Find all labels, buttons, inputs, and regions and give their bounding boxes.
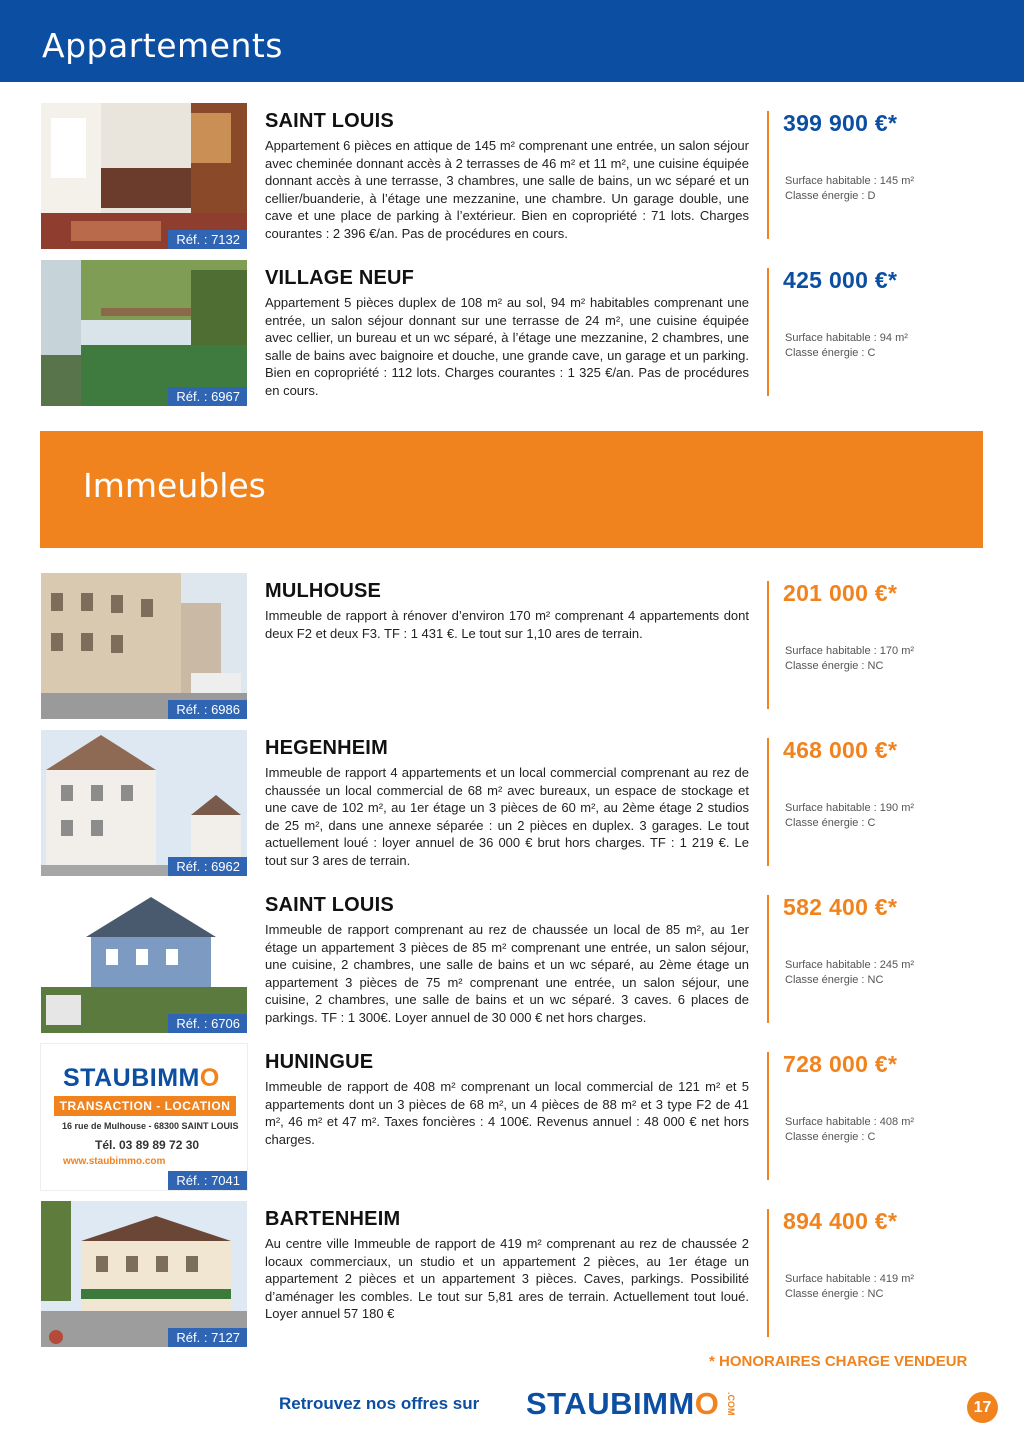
energy-label: Classe énergie : NC xyxy=(785,660,884,672)
listing-specs xyxy=(785,1115,914,1145)
divider xyxy=(767,111,769,239)
listing-city: SAINT LOUIS xyxy=(265,110,394,132)
listing-description: Appartement 5 pièces duplex de 108 m² au sol, 94 m² habitables comprenant une entrée, un salon séjour donnant sur une terrasse de 24 m², une cuisine équipée avec cellier, un bureau et un wc séparé, à l’étage une mezzanine, 2 chambres, une salle de bains avec baignoire et douche, une grande cave, un garage et un parking. Bien en copropriété : 112 lots. Charges courantes : 1 325 €/an. Pas de procédures en cours. xyxy=(265,295,749,398)
energy-label: Classe énergie : C xyxy=(785,1131,876,1143)
divider xyxy=(767,581,769,709)
section-header-buildings xyxy=(40,431,983,548)
listing-card[interactable] xyxy=(40,730,985,876)
listing-card[interactable] xyxy=(40,887,985,1033)
listing-description: Immeuble de rapport 4 appartements et un local commercial comprenant au rez de chaussée un local commercial de 68 m² avec bureaux, un espace de stockage et une cave de 102 m², au 1er étage un 3 pièces de 60 m², au 2ème étage 2 studios de 25 m², dans une annexe séparée : un 2 pièces en duplex. 3 garages. Le tout actuellement loué : loyer annuel de 36 000 € brut hors charges. TF : 1 219 €. Le tout sur 3 ares de terrain. xyxy=(265,765,749,868)
reference-badge: Réf. : 6967 xyxy=(168,387,247,406)
footer-brand-com: .COM xyxy=(726,1392,736,1416)
agency-logo-tile[interactable] xyxy=(41,1044,247,1190)
agency-website: www.staubimmo.com xyxy=(63,1156,166,1167)
divider xyxy=(767,738,769,866)
listing-specs xyxy=(785,331,908,361)
listing-city: SAINT LOUIS xyxy=(265,894,394,916)
listing-specs xyxy=(785,644,914,674)
listing-card[interactable] xyxy=(40,1201,985,1347)
listing-city: VILLAGE NEUF xyxy=(265,267,415,289)
listing-specs xyxy=(785,174,914,204)
listing-description: Immeuble de rapport de 408 m² comprenant un local commercial de 121 m² et 5 appartements dont un 3 pièces de 68 m², un 4 pièces de 88 m² et 3 type F2 de 41 m², 46 m² et 47 m². Taxes foncières : 4 100€. Revenus annuel : 48 000 € net hors charges. xyxy=(265,1079,749,1147)
listing-description: Au centre ville Immeuble de rapport de 419 m² comprenant au rez de chaussée 2 locaux commerciaux, un studio et un appartement 2 pièces, au 1er étage un appartement 2 pièces et un appartement 3 pièces. Caves, parkings. Possibilité d’aménager les combles. Le tout sur 5,81 ares de terrain. Actuellement tout loué. Loyer annuel 57 180 € xyxy=(265,1236,749,1322)
listing-price: 399 900 €* xyxy=(783,110,898,136)
listing-price: 201 000 €* xyxy=(783,580,898,606)
page-number: 17 xyxy=(967,1392,998,1423)
surface-label: Surface habitable : 419 m² xyxy=(785,1273,915,1285)
reference-badge: Réf. : 7132 xyxy=(168,230,247,249)
listing-price: 728 000 €* xyxy=(783,1051,898,1077)
energy-label: Classe énergie : C xyxy=(785,817,876,829)
reference-badge: Réf. : 6986 xyxy=(168,700,247,719)
listing-city: BARTENHEIM xyxy=(265,1208,401,1230)
agency-tagline: TRANSACTION - LOCATION xyxy=(54,1096,236,1116)
property-photo[interactable] xyxy=(41,730,247,876)
listing-specs xyxy=(785,801,914,831)
reference-badge: Réf. : 7041 xyxy=(168,1171,247,1190)
property-photo[interactable] xyxy=(41,573,247,719)
reference-badge: Réf. : 7127 xyxy=(168,1328,247,1347)
property-photo[interactable] xyxy=(41,1201,247,1347)
reference-badge: Réf. : 6962 xyxy=(168,857,247,876)
footer-brand: STAUBIMMO xyxy=(526,1386,720,1421)
listing-card[interactable] xyxy=(40,103,985,249)
agency-address: 16 rue de Mulhouse - 68300 SAINT LOUIS xyxy=(62,1121,239,1131)
listing-price: 582 400 €* xyxy=(783,894,898,920)
divider xyxy=(767,268,769,396)
energy-label: Classe énergie : NC xyxy=(785,974,884,986)
surface-label: Surface habitable : 245 m² xyxy=(785,959,915,971)
listing-price: 425 000 €* xyxy=(783,267,898,293)
surface-label: Surface habitable : 190 m² xyxy=(785,802,915,814)
section-header-apartments xyxy=(0,0,1024,82)
reference-badge: Réf. : 6706 xyxy=(168,1014,247,1033)
property-photo[interactable] xyxy=(41,103,247,249)
agency-phone: Tél. 03 89 89 72 30 xyxy=(95,1138,200,1152)
agency-logo xyxy=(41,1044,247,1190)
listing-specs xyxy=(785,1272,914,1302)
energy-label: Classe énergie : NC xyxy=(785,1288,884,1300)
energy-label: Classe énergie : D xyxy=(785,190,876,202)
divider xyxy=(767,1052,769,1180)
energy-label: Classe énergie : C xyxy=(785,347,876,359)
section-title-apartments: Appartements xyxy=(42,26,283,65)
surface-label: Surface habitable : 408 m² xyxy=(785,1116,915,1128)
footer-cta: Retrouvez nos offres sur xyxy=(279,1394,480,1413)
property-photo[interactable] xyxy=(41,887,247,1033)
agency-brand: STAUBIMMO xyxy=(63,1064,220,1092)
listing-description: Appartement 6 pièces en attique de 145 m² comprenant une entrée, un salon séjour avec cheminée donnant accès à 2 terrasses de 46 m² et 11 m², une cuisine équipée donnant accès à une terrasse, 3 chambres, une salle de bains, un wc séparé et un cellier/buanderie, à l’étage une mezzanine, une chambre. Un garage double, une cave et une place de parking à l’extérieur. Bien en copropriété : 71 lots. Charges courantes : 2 396 €/an. Pas de procédures en cours. xyxy=(265,138,749,241)
footer-brand-logo[interactable] xyxy=(526,1386,736,1421)
listing-city: HUNINGUE xyxy=(265,1051,374,1073)
listing-card[interactable] xyxy=(40,260,985,406)
listing-specs xyxy=(785,958,914,988)
listing-card[interactable] xyxy=(40,1044,985,1190)
property-photo[interactable] xyxy=(41,260,247,406)
listing-description: Immeuble de rapport à rénover d’environ 170 m² comprenant 4 appartements dont deux F2 et deux F3. TF : 1 431 €. Le tout sur 1,10 ares de terrain. xyxy=(265,608,749,641)
fees-footnote: * HONORAIRES CHARGE VENDEUR xyxy=(709,1353,968,1370)
divider xyxy=(767,895,769,1023)
listing-price: 894 400 €* xyxy=(783,1208,898,1234)
listing-city: MULHOUSE xyxy=(265,580,382,602)
divider xyxy=(767,1209,769,1337)
listing-description: Immeuble de rapport comprenant au rez de chaussée un local de 85 m², au 1er étage un appartement 3 pièces de 85 m² comprenant une entrée, un salon séjour, une cuisine, 2 chambres, une salle de bains et un wc séparé, au 2ème étage un appartement 3 pièces de 75 m² comprenant une entrée, un salon séjour, une cuisine, 2 chambres, une salle de bains et un wc séparé. 3 caves. 6 places de parkings. TF : 1 300€. Loyer annuel de 30 000 € net hors charges. xyxy=(265,922,749,1025)
listing-city: HEGENHEIM xyxy=(265,737,388,759)
surface-label: Surface habitable : 94 m² xyxy=(785,332,908,344)
listing-price: 468 000 €* xyxy=(783,737,898,763)
surface-label: Surface habitable : 170 m² xyxy=(785,645,915,657)
listing-card[interactable] xyxy=(40,573,985,719)
surface-label: Surface habitable : 145 m² xyxy=(785,175,915,187)
section-title-buildings: Immeubles xyxy=(83,466,266,505)
